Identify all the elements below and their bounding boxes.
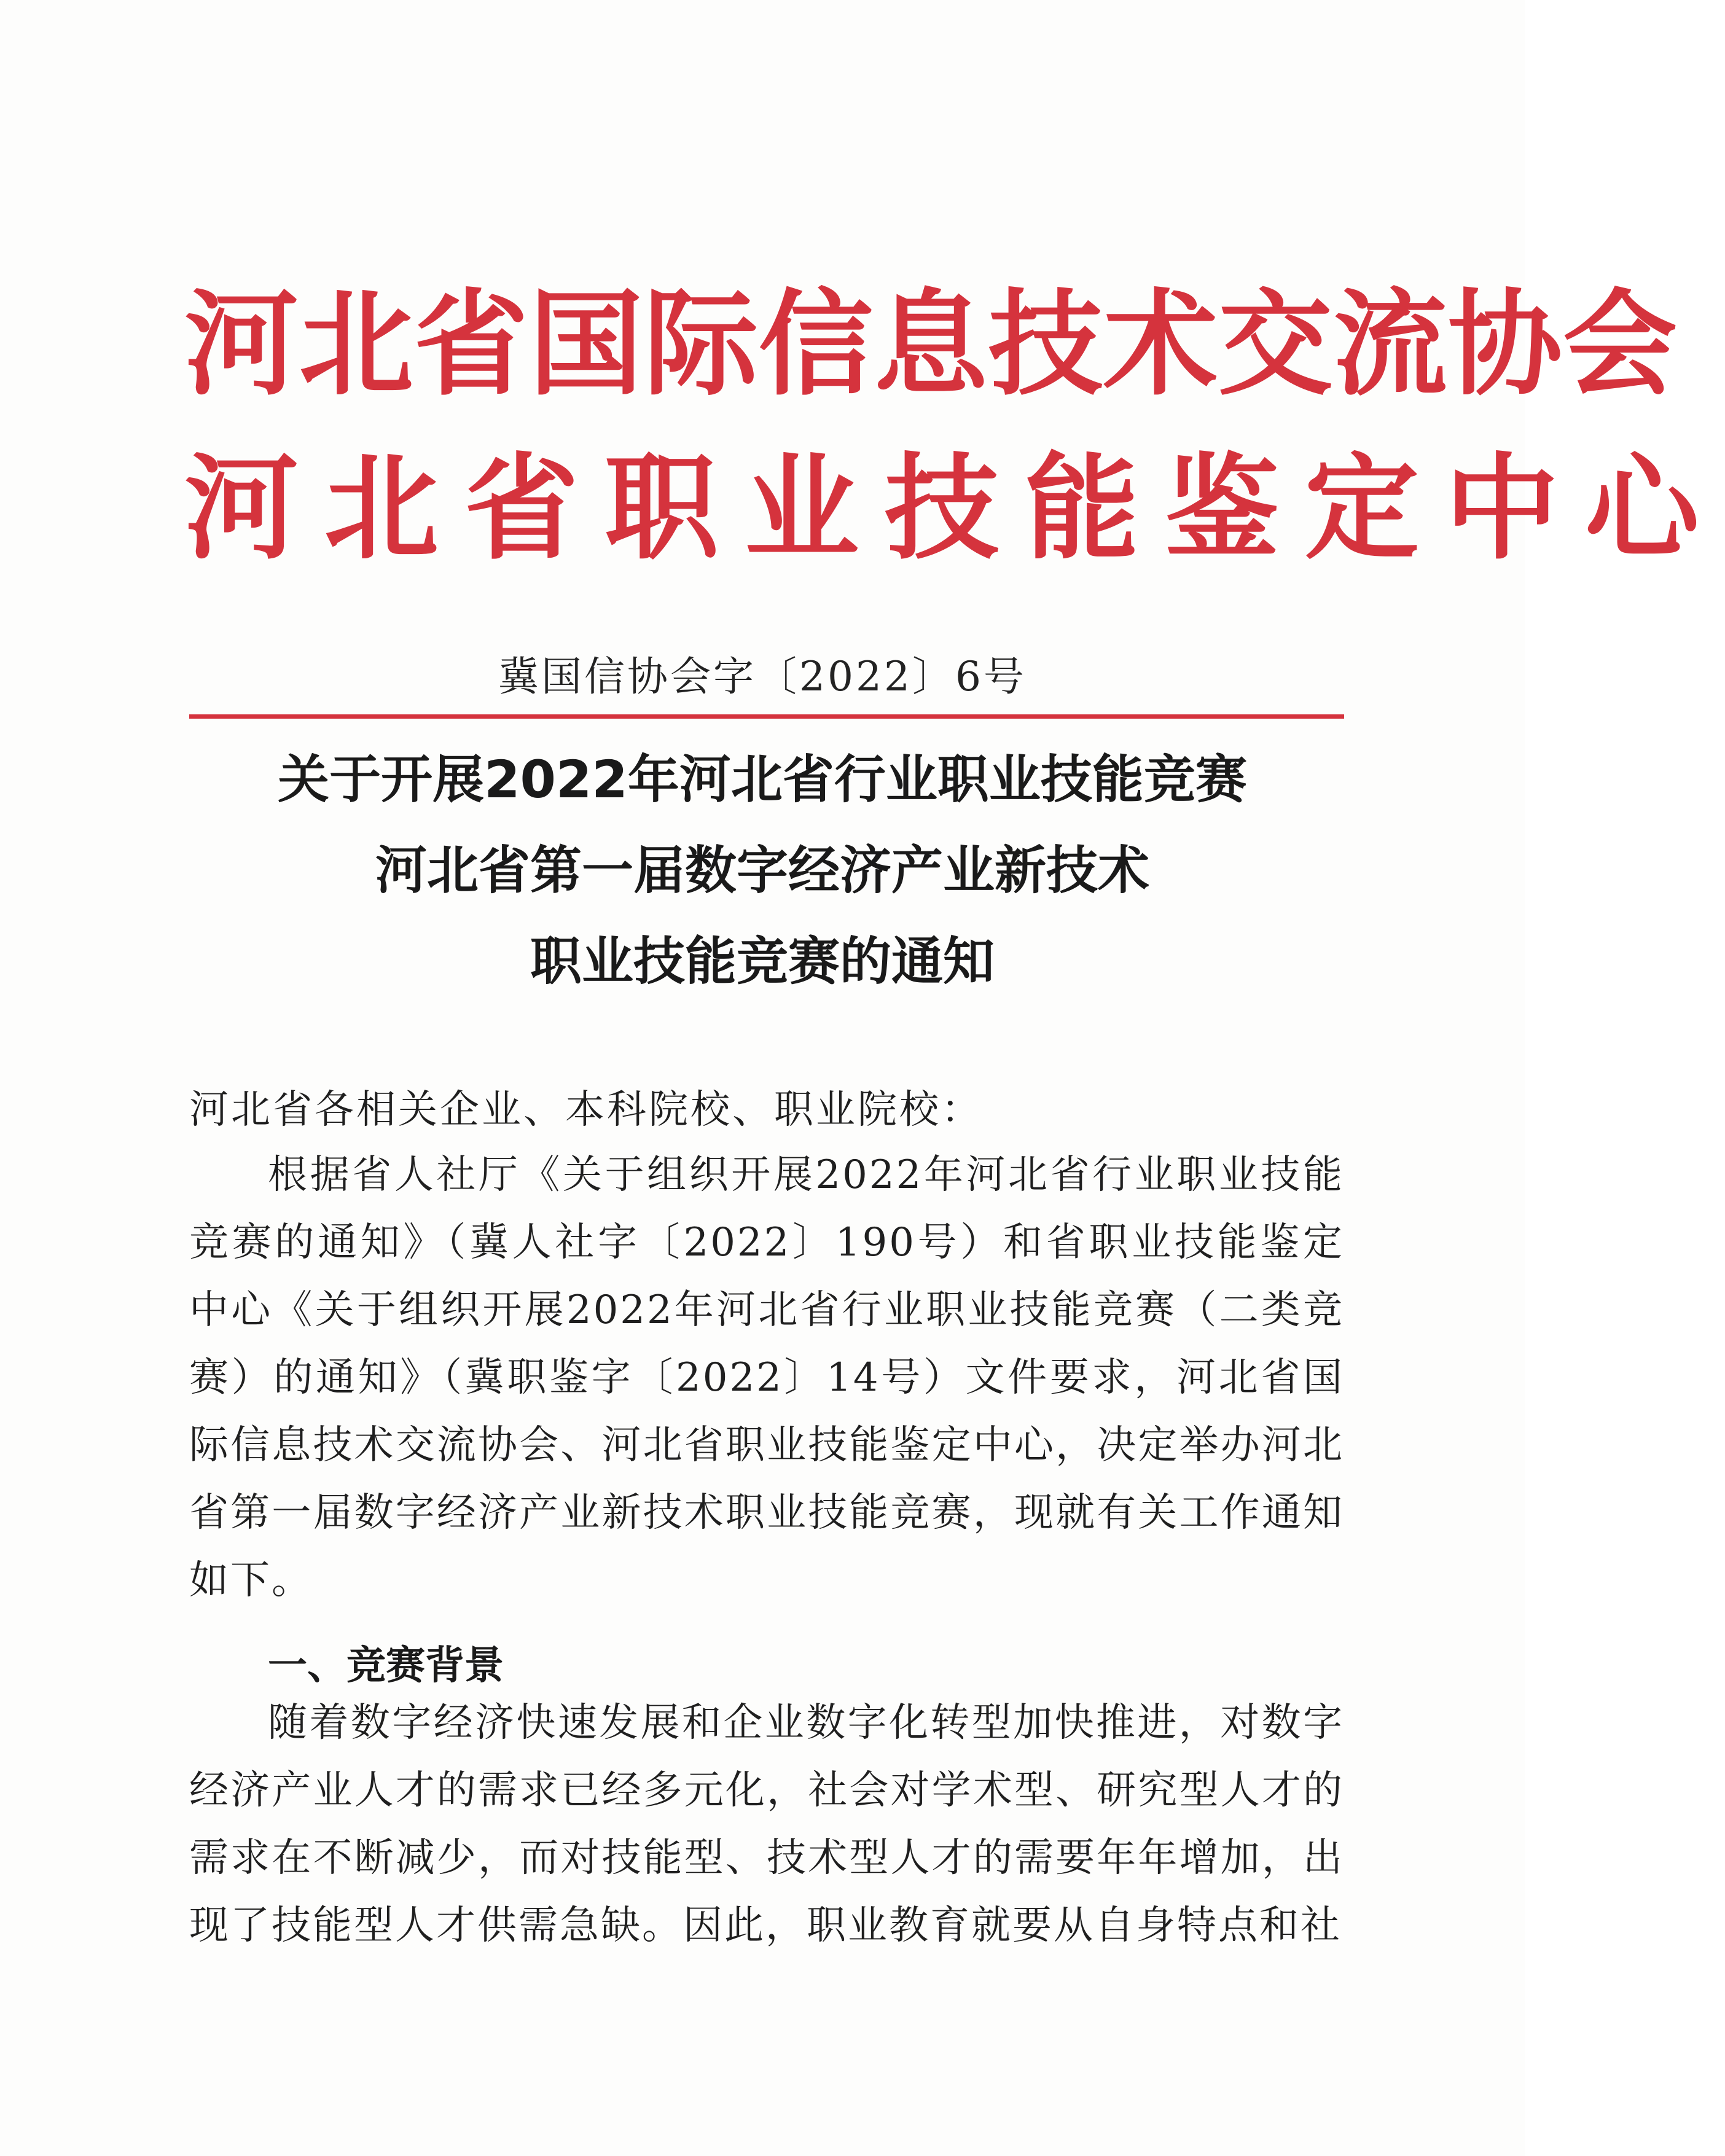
document-title [0, 734, 1525, 1007]
title-line-1: 关于开展2022年河北省行业职业技能竞赛 [278, 749, 1247, 810]
salutation: 河北省各相关企业、本科院校、职业院校： [189, 1087, 983, 1133]
document-number: 冀国信协会字〔2022〕6号 [498, 653, 1027, 700]
issuer-name-primary: 河北省国际信息技术交流协会 [184, 278, 1678, 411]
body-paragraph-background: 随着数字经济快速发展和企业数字化转型加快推进，对数字经济产业人才的需求已经多元化，社会对学术型、研究型人才的需求在不断减少，而对技能型、技术型人才的需要年年增加，出现了技能型人才供需急缺。因此，职业教育就要从自身特点和社 [189, 1700, 1344, 1948]
title-line-3: 职业技能竞赛的通知 [530, 931, 995, 991]
section-heading-background: 一、竞赛背景 [268, 1643, 504, 1689]
body-paragraph-intro: 根据省人社厅《关于组织开展2022年河北省行业职业技能竞赛的通知》（冀人社字〔2022〕190号）和省职业技能鉴定中心《关于组织开展2022年河北省行业职业技能竞赛（二类竞赛）的通知》（冀职鉴字〔2022〕14号）文件要求，河北省国际信息技术交流协会、河北省职业技能鉴定中心，决定举办河北省第一届数字经济产业新技术职业技能竞赛，现就有关工作通知如下。 [189, 1152, 1344, 1603]
title-line-2: 河北省第一届数字经济产业新技术 [375, 840, 1149, 900]
red-header-divider [189, 714, 1344, 719]
issuer-name-secondary: 河北省职业技能鉴定中心 [184, 442, 1725, 575]
